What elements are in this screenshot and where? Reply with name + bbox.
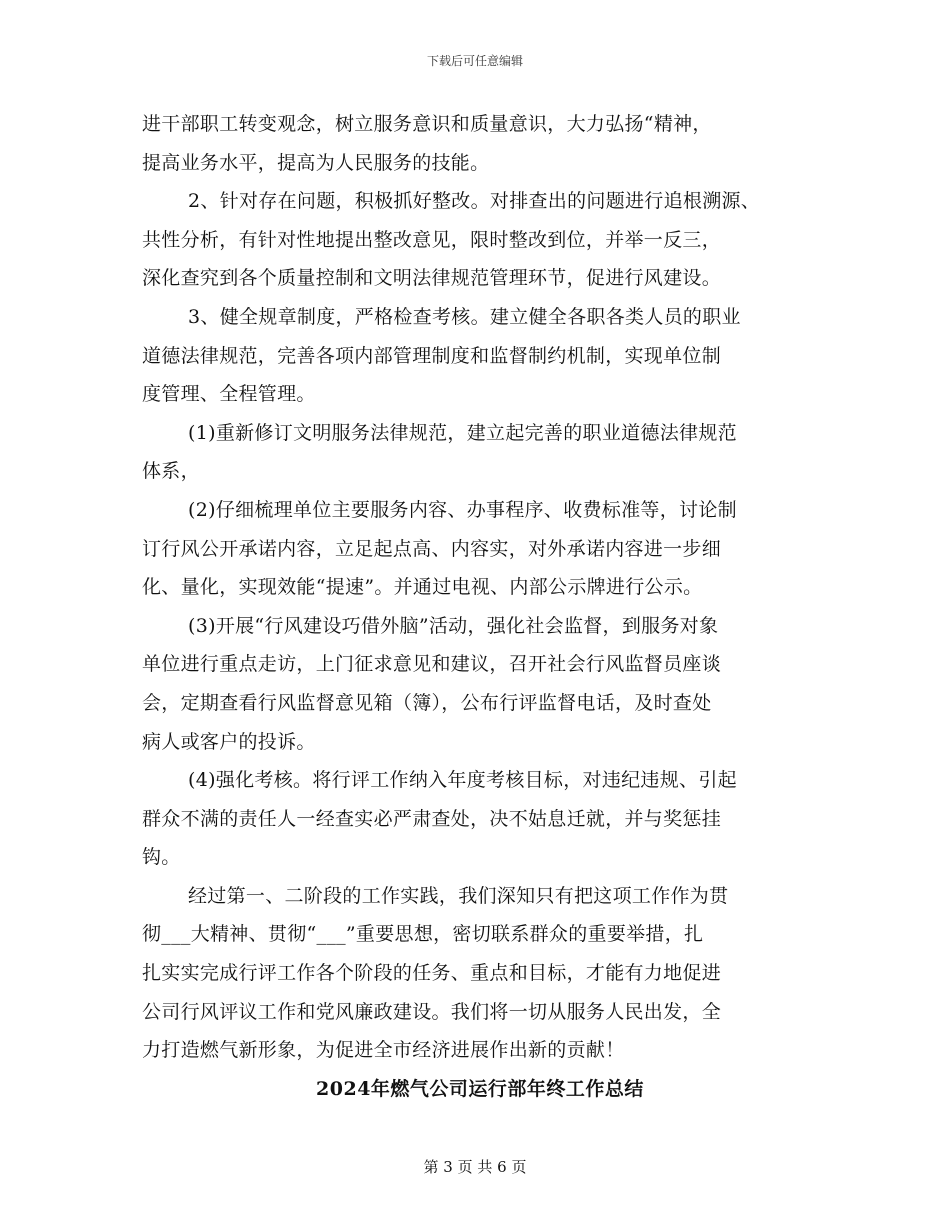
document-body <box>142 105 818 1108</box>
paragraph-line: 度管理、全程管理。 <box>142 383 316 406</box>
paragraph-line: 钩。 <box>142 846 181 869</box>
paragraph-line: 扎实实完成行评工作各个阶段的任务、重点和目标，才能有力地促进 <box>142 962 722 985</box>
section-title: 2024年燃气公司运行部年终工作总结 <box>316 1077 644 1100</box>
paragraph-line: 力打造燃气新形象，为促进全市经济进展作出新的贡献！ <box>142 1039 625 1062</box>
page-header: 下载后可任意编辑 <box>426 54 523 68</box>
paragraph-line: (4)强化考核。将行评工作纳入年度考核目标，对违纪违规、引起 <box>188 769 737 792</box>
paragraph-line: 深化查究到各个质量控制和文明法律规范管理环节，促进行风建设。 <box>142 267 722 290</box>
paragraph-line: 3、健全规章制度，严格检查考核。建立健全各职各类人员的职业 <box>188 305 741 328</box>
paragraph-line: 订行风公开承诺内容，立足起点高、内容实，对外承诺内容进一步细 <box>142 537 722 560</box>
paragraph-line: 共性分析，有针对性地提出整改意见，限时整改到位，并举一反三， <box>142 228 722 251</box>
paragraph-line: 提高业务水平，提高为人民服务的技能。 <box>142 151 490 174</box>
paragraph-line: 病人或客户的投诉。 <box>142 730 316 753</box>
paragraph-line: (2)仔细梳理单位主要服务内容、办事程序、收费标准等，讨论制 <box>188 498 737 521</box>
paragraph-line: 经过第一、二阶段的工作实践，我们深知只有把这项工作作为贯 <box>188 884 729 907</box>
page-number-footer: 第 3 页 共 6 页 <box>423 1158 527 1176</box>
paragraph-line: 道德法律规范，完善各项内部管理制度和监督制约机制，实现单位制 <box>142 344 722 367</box>
paragraph-line: 群众不满的责任人一经查实必严肃查处，决不姑息迁就，并与奖惩挂 <box>142 807 722 830</box>
paragraph-line: (3)开展“行风建设巧借外脑”活动，强化社会监督，到服务对象 <box>188 614 719 637</box>
paragraph-line: 公司行风评议工作和党风廉政建设。我们将一切从服务人民出发，全 <box>142 1000 722 1023</box>
paragraph-line: 彻___大精神、贯彻“___”重要思想，密切联系群众的重要举措，扎 <box>142 923 704 946</box>
paragraph-line: 会，定期查看行风监督意见箱（簿），公布行评监督电话，及时查处 <box>142 691 712 714</box>
paragraph-line: 单位进行重点走访，上门征求意见和建议，召开社会行风监督员座谈 <box>142 653 722 676</box>
paragraph-line: 进干部职工转变观念，树立服务意识和质量意识，大力弘扬“精神， <box>142 113 712 135</box>
paragraph-line: 体系， <box>142 460 200 483</box>
paragraph-line: 化、量化，实现效能“提速”。并通过电视、内部公示牌进行公示。 <box>142 576 703 599</box>
paragraph-line: (1)重新修订文明服务法律规范，建立起完善的职业道德法律规范 <box>188 421 737 444</box>
paragraph-line: 2、针对存在问题，积极抓好整改。对排查出的问题进行追根溯源、 <box>188 190 761 213</box>
